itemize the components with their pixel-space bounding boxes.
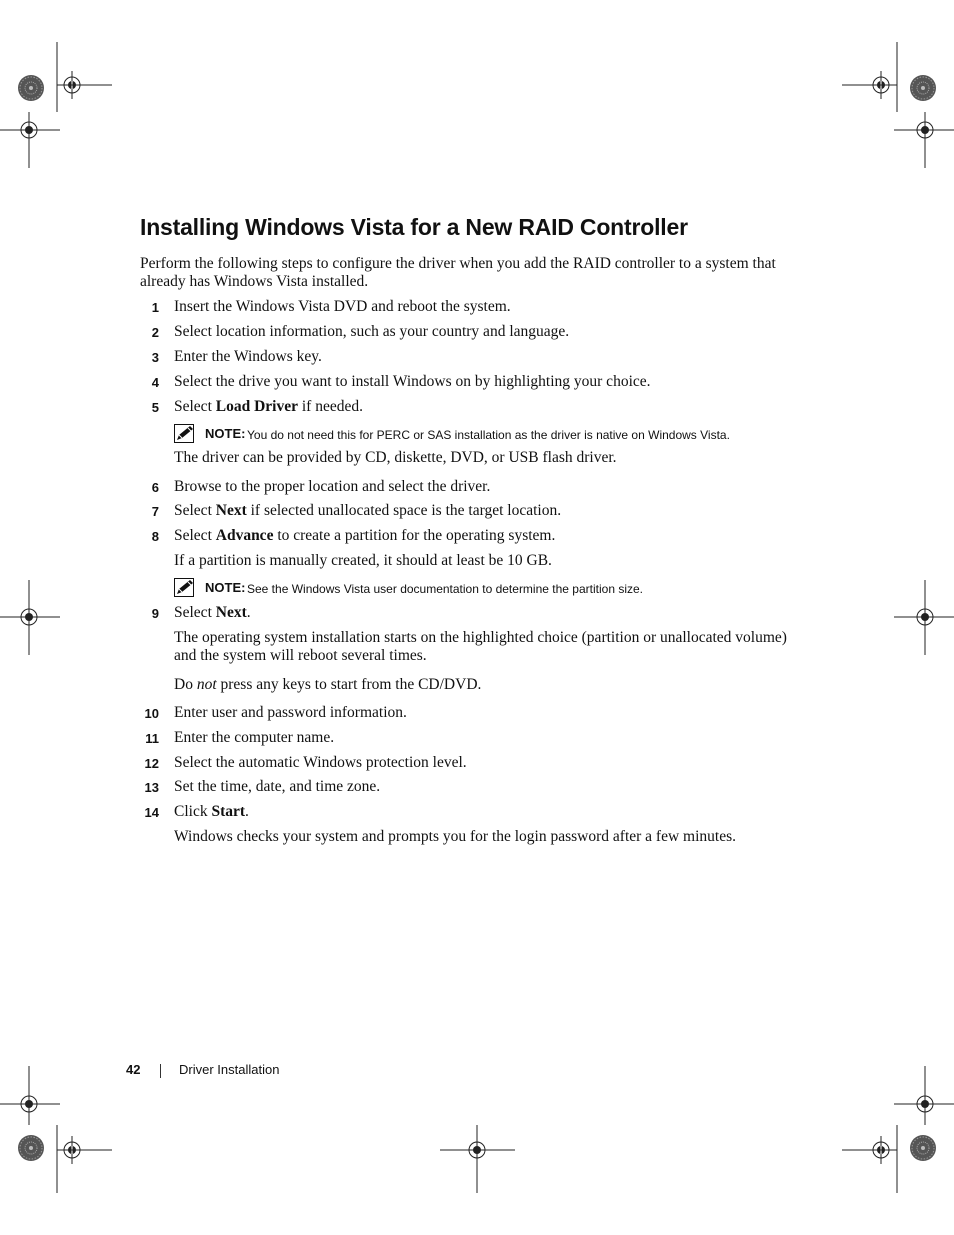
- registration-mark-icon: [910, 75, 936, 101]
- page-number: 42: [126, 1062, 141, 1077]
- step-text: Insert the Windows Vista DVD and reboot the system.: [174, 298, 511, 315]
- step-number: 10: [144, 706, 159, 721]
- step-number: 9: [151, 606, 159, 621]
- step-text: Select Next.: [174, 604, 251, 621]
- registration-mark-icon: [18, 1135, 44, 1161]
- page-title: Installing Windows Vista for a New RAID Controller: [140, 214, 688, 240]
- paragraph-do-not-press: Do not press any keys to start from the CD/DVD.: [174, 676, 482, 693]
- note-text: You do not need this for PERC or SAS installation as the driver is native on Windows Vista.: [247, 428, 730, 442]
- pencil-note-icon: [174, 578, 196, 598]
- note-text: See the Windows Vista user documentation to determine the partition size.: [247, 582, 643, 596]
- step-number: 12: [144, 756, 159, 771]
- step-text: Select the automatic Windows protection level.: [174, 754, 467, 771]
- pencil-note-icon: [174, 424, 196, 444]
- ui-term: Start: [211, 803, 246, 820]
- paragraph-install-starts: The operating system installation starts on the highlighted choice (partition or unallocated volume) and the system will reboot several times.: [174, 629, 787, 664]
- footer-section-name: Driver Installation: [179, 1062, 280, 1077]
- step-number: 13: [144, 780, 159, 795]
- step-text: Enter the Windows key.: [174, 348, 322, 365]
- step-number: 4: [151, 375, 159, 390]
- ui-term: Load Driver: [215, 398, 298, 415]
- note-label: NOTE:: [205, 426, 246, 441]
- step-number: 5: [151, 400, 159, 415]
- paragraph-driver-media: The driver can be provided by CD, diskette, DVD, or USB flash driver.: [174, 449, 617, 466]
- intro-paragraph: Perform the following steps to configure the driver when you add the RAID controller to a system that already has Windows Vista installed.: [140, 255, 776, 290]
- footer-divider: [160, 1064, 161, 1078]
- step-number: 7: [151, 504, 159, 519]
- step-number: 8: [151, 529, 159, 544]
- ui-term: Next: [215, 502, 247, 519]
- registration-mark-icon: [910, 1135, 936, 1161]
- step-text: Enter the computer name.: [174, 729, 335, 746]
- step-text: Select the drive you want to install Windows on by highlighting your choice.: [174, 373, 651, 390]
- step-text: Set the time, date, and time zone.: [174, 778, 381, 795]
- step-number: 3: [151, 350, 159, 365]
- step-number: 2: [151, 325, 159, 340]
- step-number: 11: [145, 731, 159, 746]
- paragraph-windows-checks: Windows checks your system and prompts you for the login password after a few minutes.: [174, 828, 736, 845]
- emphasis: not: [196, 676, 217, 693]
- step-number: 6: [151, 480, 159, 495]
- step-text: Select Next if selected unallocated space is the target location.: [174, 502, 562, 519]
- ui-term: Next: [215, 604, 247, 621]
- step-text: Click Start.: [174, 803, 249, 820]
- registration-mark-icon: [18, 75, 44, 101]
- note-label: NOTE:: [205, 580, 246, 595]
- step-text: Enter user and password information.: [174, 704, 407, 721]
- step-number: 1: [151, 300, 159, 315]
- step-text: Select location information, such as your country and language.: [174, 323, 570, 340]
- step-text: Select Advance to create a partition for the operating system.: [174, 527, 556, 544]
- step-text: Browse to the proper location and select the driver.: [174, 478, 491, 495]
- ui-term: Advance: [215, 527, 274, 544]
- step-text: Select Load Driver if needed.: [174, 398, 363, 415]
- step-number: 14: [144, 805, 159, 820]
- paragraph-partition-size: If a partition is manually created, it should at least be 10 GB.: [174, 552, 552, 569]
